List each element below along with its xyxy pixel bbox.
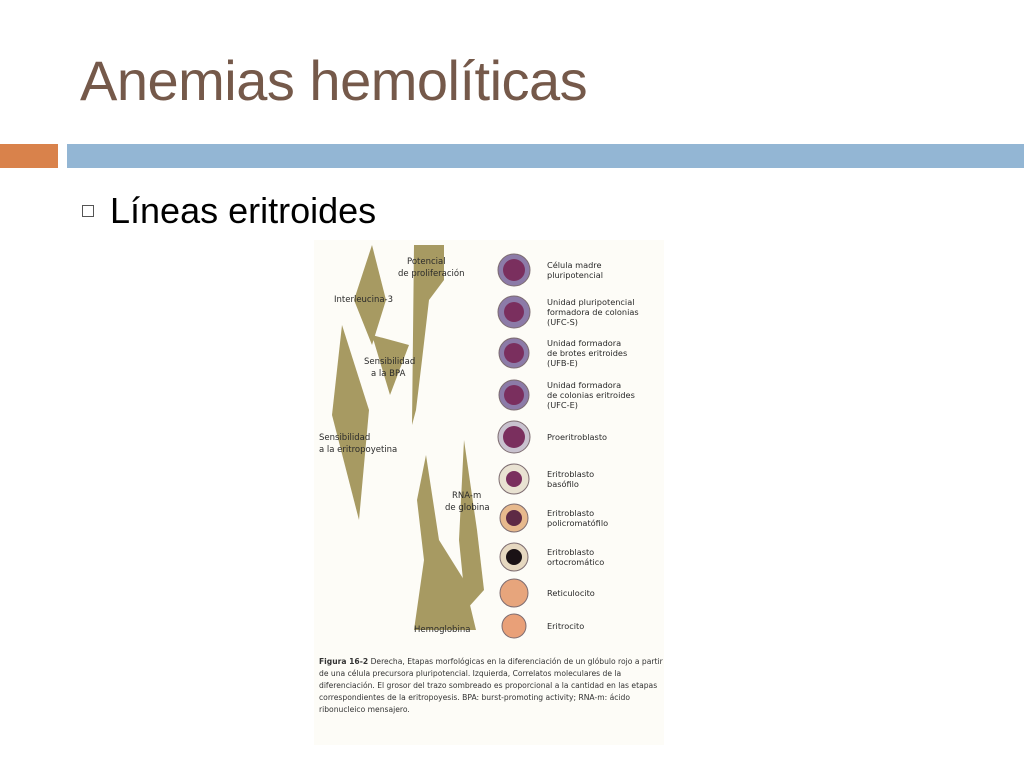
cell-3-label-1: Unidad formadora [547,338,622,348]
cell-5-label-1: Proeritroblasto [547,432,608,442]
cell-10-label-1: Eritrocito [547,621,585,631]
cell-8-label-1: Eritroblasto [547,547,595,557]
accent-bar-orange [0,144,58,168]
cell-2-label-3: (UFC-S) [547,317,578,327]
cell-10-body [502,614,526,638]
cell-1-label-2: pluripotencial [547,270,604,280]
cell-3-nucleus [504,343,524,363]
label-hemoglobina: Hemoglobina [414,625,471,635]
figure-caption [319,656,664,716]
cell-7-label-1: Eritroblasto [547,508,595,518]
label-bpa-1: Sensibilidad [364,357,416,367]
cell-6-label-1: Eritroblasto [547,469,595,479]
cell-9-body [500,579,528,607]
cell-2-nucleus [504,302,524,322]
slide-title: Anemias hemolíticas [80,49,588,112]
bullet-item [82,190,376,232]
cell-4-label-1: Unidad formadora [547,380,622,390]
cell-1-nucleus [503,259,525,281]
cell-8-nucleus [506,549,522,565]
cell-6-nucleus [506,471,522,487]
cell-7-label-2: policromatófilo [547,518,609,528]
label-epo-1: Sensibilidad [319,433,371,443]
erythroid-lineage-figure [314,240,664,745]
label-bpa-2: a la BPA [371,369,406,379]
bullet-text: Líneas eritroides [110,190,377,231]
cell-6-label-2: basófilo [547,479,579,489]
accent-bar-blue [67,144,1024,168]
cell-4-label-2: de colonias eritroides [547,390,635,400]
label-rna-1: RNA-m [452,491,482,501]
caption-title: Figura 16-2 [319,657,369,666]
cell-3-label-2: de brotes eritroides [547,348,628,358]
cell-5-nucleus [503,426,525,448]
cell-2-label-2: formadora de colonias [547,307,639,317]
label-potencial-1: Potencial [407,257,446,267]
label-epo-2: a la eritropoyetina [319,445,398,455]
cell-9-label-1: Reticulocito [547,588,595,598]
cell-8-label-2: ortocromático [547,557,605,567]
epo-shape [332,325,369,520]
cell-1-label-1: Célula madre [547,260,602,270]
cell-2-label-1: Unidad pluripotencial [547,297,635,307]
cell-4-label-3: (UFC-E) [547,400,578,410]
cell-4-nucleus [504,385,524,405]
bullet-square-icon [82,205,94,217]
label-interleucina: Interleucina-3 [334,295,394,305]
cell-3-label-3: (UFB-E) [547,358,578,368]
cell-7-nucleus [506,510,522,526]
label-rna-2: de globina [445,503,490,513]
label-potencial-2: de proliferación [398,269,465,279]
caption-text: Derecha, Etapas morfológicas en la diferenciación de un glóbulo rojo a partir de una célula precursora pluripotencial. Izquierda, Correlatos moleculares de la diferenciación. El grosor del trazo sombreado es proporcional a la cantidad en las etapas correspondientes de la eritropoyesis. BPA: burst-promoting activity; RNA-m: ácido ribonucleico mensajero. [319,657,663,714]
